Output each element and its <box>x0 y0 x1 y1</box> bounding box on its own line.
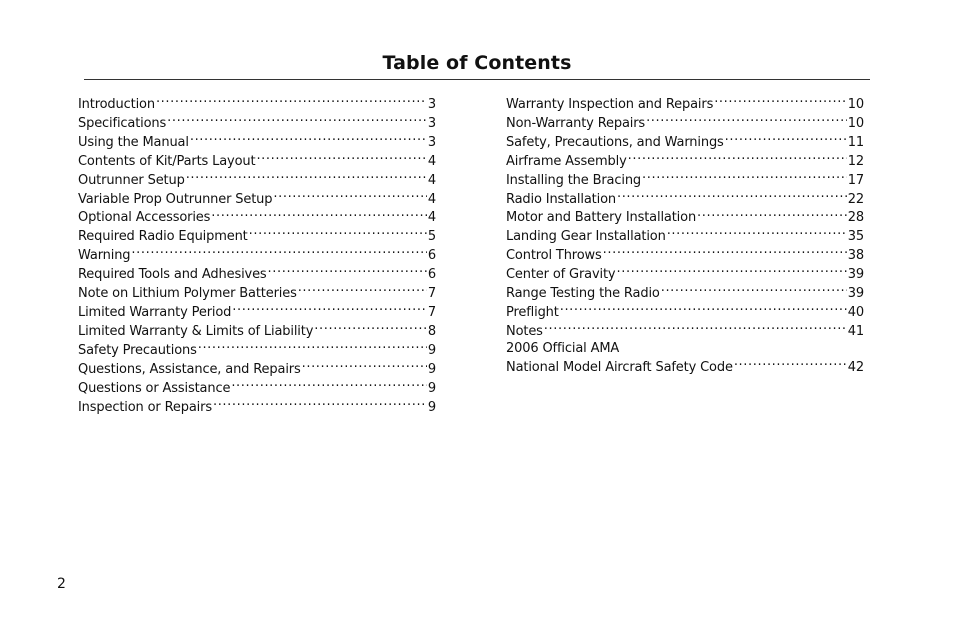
toc-column-right <box>506 95 864 377</box>
toc-entry <box>506 133 864 152</box>
toc-dot-leader <box>211 208 427 221</box>
toc-entry-page: 8 <box>427 323 436 339</box>
toc-entry <box>78 152 436 171</box>
toc-entry-page: 17 <box>847 172 864 188</box>
toc-entry-page: 4 <box>427 172 436 188</box>
toc-entry-page: 42 <box>847 359 864 375</box>
toc-entry-label: Preflight <box>506 304 559 320</box>
toc-entry <box>78 398 436 417</box>
toc-dot-leader <box>273 190 427 203</box>
toc-entry-page: 3 <box>427 134 436 150</box>
toc-entry-page: 9 <box>427 399 436 415</box>
toc-entry-label: Limited Warranty & Limits of Liability <box>78 323 314 339</box>
toc-entry <box>506 114 864 133</box>
toc-entry <box>506 171 864 190</box>
toc-entry-page: 3 <box>427 97 436 112</box>
toc-entry-label: Contents of Kit/Parts Layout <box>78 153 256 169</box>
toc-entry-label: Center of Gravity <box>506 267 616 283</box>
toc-entry-label: Introduction <box>78 97 155 112</box>
toc-entry <box>506 341 864 358</box>
toc-entry-page: 12 <box>847 153 864 169</box>
toc-entry-label: National Model Aircraft Safety Code <box>506 359 733 375</box>
toc-entry-page: 4 <box>427 210 436 226</box>
toc-entry <box>78 379 436 398</box>
toc-entry <box>506 358 864 377</box>
toc-entry-label: Safety, Precautions, and Warnings <box>506 134 724 150</box>
toc-entry-page: 39 <box>847 267 864 283</box>
toc-dot-leader <box>560 303 847 316</box>
toc-entry-label: Radio Installation <box>506 191 616 207</box>
toc-entry-label: Questions, Assistance, and Repairs <box>78 361 301 377</box>
toc-dot-leader <box>198 341 427 354</box>
toc-entry-label: Variable Prop Outrunner Setup <box>78 191 273 207</box>
toc-entry-label: Required Tools and Adhesives <box>78 267 267 283</box>
toc-entry-label: Non-Warranty Repairs <box>506 115 646 131</box>
toc-entry-label: Range Testing the Radio <box>506 286 660 302</box>
toc-entry-page: 10 <box>847 115 864 131</box>
toc-entry-label: Optional Accessories <box>78 210 211 226</box>
toc-dot-leader <box>642 171 847 184</box>
toc-entry <box>506 152 864 171</box>
toc-entry-page: 35 <box>847 229 864 245</box>
toc-entry-page: 7 <box>427 286 436 302</box>
toc-entry <box>78 246 436 265</box>
toc-dot-leader <box>725 133 847 146</box>
toc-entry <box>506 95 864 114</box>
toc-dot-leader <box>256 152 426 165</box>
toc-entry <box>506 303 864 322</box>
toc-entry-label: Outrunner Setup <box>78 172 185 188</box>
toc-dot-leader <box>131 246 426 259</box>
toc-dot-leader <box>213 398 427 411</box>
toc-dot-leader <box>249 227 427 240</box>
toc-entry <box>78 227 436 246</box>
page-title: Table of Contents <box>382 52 572 74</box>
toc-dot-leader <box>186 171 427 184</box>
toc-entry <box>506 284 864 303</box>
title-divider <box>84 79 870 80</box>
toc-entry <box>506 208 864 227</box>
toc-dot-leader <box>603 246 847 259</box>
toc-entry-label: Warranty Inspection and Repairs <box>506 97 714 112</box>
toc-dot-leader <box>617 190 847 203</box>
toc-entry <box>78 114 436 133</box>
toc-entry-label: Installing the Bracing <box>506 172 642 188</box>
toc-entry-label: Motor and Battery Installation <box>506 210 697 226</box>
toc-entry <box>78 171 436 190</box>
toc-entry <box>78 265 436 284</box>
toc-dot-leader <box>231 379 427 392</box>
toc-entry-page: 4 <box>427 191 436 207</box>
toc-entry-label: Questions or Assistance <box>78 380 231 396</box>
toc-dot-leader <box>646 114 847 127</box>
toc-dot-leader <box>190 133 427 146</box>
toc-dot-leader <box>697 208 847 221</box>
toc-dot-leader <box>302 360 427 373</box>
toc-dot-leader <box>628 152 847 165</box>
toc-entry-page: 41 <box>847 323 864 339</box>
toc-entry-label: Landing Gear Installation <box>506 229 666 245</box>
toc-entry <box>78 303 436 322</box>
toc-entry <box>78 284 436 303</box>
toc-dot-leader <box>298 284 427 297</box>
toc-dot-leader <box>314 322 427 335</box>
toc-dot-leader <box>156 95 427 108</box>
toc-dot-leader <box>544 322 847 335</box>
toc-entry-page: 7 <box>427 304 436 320</box>
toc-entry <box>78 341 436 360</box>
toc-entry-page: 40 <box>847 304 864 320</box>
toc-entry-page: 22 <box>847 191 864 207</box>
toc-entry-page: 39 <box>847 286 864 302</box>
toc-entry-label: Note on Lithium Polymer Batteries <box>78 286 297 302</box>
toc-dot-leader <box>167 114 427 127</box>
toc-entry <box>78 360 436 379</box>
toc-entry-label: Limited Warranty Period <box>78 304 232 320</box>
toc-dot-leader <box>734 358 847 371</box>
toc-entry-page: 6 <box>427 248 436 264</box>
toc-entry <box>78 322 436 341</box>
toc-entry-page: 10 <box>847 97 864 112</box>
toc-entry-label: Warning <box>78 248 131 264</box>
toc-entry-label: Safety Precautions <box>78 342 197 358</box>
toc-entry-page: 38 <box>847 248 864 264</box>
toc-entry-label: Notes <box>506 323 543 339</box>
toc-entry-page: 9 <box>427 342 436 358</box>
toc-entry-label: Control Throws <box>506 248 602 264</box>
toc-entry-label: Inspection or Repairs <box>78 399 212 415</box>
toc-entry-label: 2006 Official AMA <box>506 340 620 356</box>
toc-entry <box>506 190 864 209</box>
toc-dot-leader <box>714 95 847 108</box>
toc-entry <box>506 265 864 284</box>
toc-entry <box>506 246 864 265</box>
toc-entry-page: 5 <box>427 229 436 245</box>
toc-column-left <box>78 95 436 416</box>
toc-entry-label: Using the Manual <box>78 134 189 150</box>
toc-dot-leader <box>232 303 427 316</box>
toc-dot-leader <box>661 284 847 297</box>
toc-entry-label: Required Radio Equipment <box>78 229 248 245</box>
toc-entry <box>78 208 436 227</box>
toc-entry <box>78 190 436 209</box>
toc-entry-label: Airframe Assembly <box>506 153 627 169</box>
toc-entry <box>78 95 436 114</box>
toc-entry-page: 6 <box>427 267 436 283</box>
toc-dot-leader <box>667 227 847 240</box>
toc-dot-leader <box>616 265 846 278</box>
page-number: 2 <box>57 576 66 592</box>
toc-entry-page: 28 <box>847 210 864 226</box>
toc-entry-page: 4 <box>427 153 436 169</box>
toc-entry-page: 9 <box>427 380 436 396</box>
toc-entry <box>506 322 864 341</box>
toc-entry-page: 11 <box>847 134 864 150</box>
toc-entry-page: 9 <box>427 361 436 377</box>
toc-dot-leader <box>268 265 427 278</box>
toc-entry <box>78 133 436 152</box>
toc-entry <box>506 227 864 246</box>
toc-entry-page: 3 <box>427 115 436 131</box>
toc-entry-label: Specifications <box>78 115 167 131</box>
